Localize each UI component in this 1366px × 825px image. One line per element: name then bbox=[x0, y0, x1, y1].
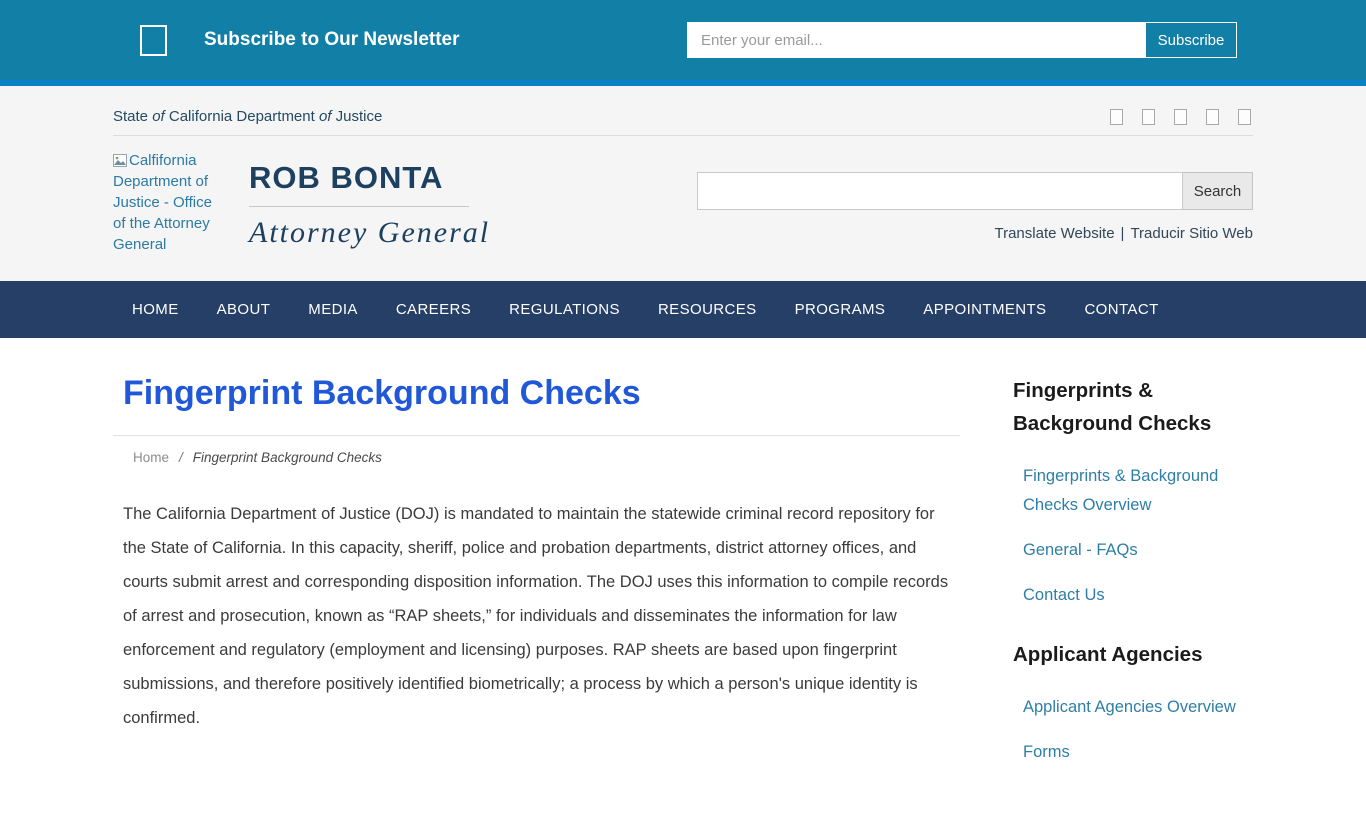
site-name-part: Justice bbox=[331, 108, 383, 125]
subscribe-button[interactable]: Subscribe bbox=[1145, 22, 1237, 58]
translate-website-link[interactable]: Translate Website bbox=[994, 225, 1115, 242]
brand-block bbox=[249, 150, 490, 255]
site-name-part: State bbox=[113, 108, 153, 125]
sidebar-links-fingerprints bbox=[1013, 462, 1253, 610]
nav-item-home[interactable]: HOME bbox=[132, 301, 179, 318]
translate-separator: | bbox=[1120, 225, 1125, 242]
social-icon-1[interactable] bbox=[1110, 109, 1123, 125]
nav-item-careers[interactable]: CAREERS bbox=[395, 301, 472, 318]
site-header bbox=[0, 86, 1366, 281]
sidebar-heading-fingerprints: Fingerprints & Background Checks bbox=[1013, 379, 1212, 435]
translate-links bbox=[697, 225, 1253, 242]
title-divider bbox=[113, 435, 960, 436]
brand-divider bbox=[249, 206, 469, 207]
nav-item-appointments[interactable]: APPOINTMENTS bbox=[923, 301, 1047, 318]
nav-item-media[interactable]: MEDIA bbox=[308, 301, 358, 318]
breadcrumb bbox=[113, 450, 960, 465]
breadcrumb-home-link[interactable]: Home bbox=[133, 450, 170, 465]
sidebar-heading-applicant-agencies: Applicant Agencies bbox=[1013, 643, 1203, 666]
intro-paragraph: The California Department of Justice (DOJ) is mandated to maintain the statewide criminal record repository for the State of California. In this capacity, sheriff, police and probation departments, district attorney offices, and courts submit arrest and corresponding disposition information. The DOJ uses this information to compile records of arrest and prosecution, known as “RAP sheets,” for individuals and disseminates the information for law enforcement and regulatory (employment and licensing) purposes. RAP sheets are based upon fingerprint submissions, and therefore positively identified biometrically; a process by which a person's unique identity is confirmed. bbox=[123, 505, 949, 727]
sidebar-link-contact-us[interactable]: Contact Us bbox=[1023, 586, 1105, 604]
site-name bbox=[113, 108, 382, 125]
sidebar bbox=[1013, 374, 1253, 795]
header-top-row bbox=[113, 102, 1253, 136]
newsletter-title: Subscribe to Our Newsletter bbox=[204, 29, 460, 50]
social-icon-5[interactable] bbox=[1238, 109, 1251, 125]
brand-title: Attorney General bbox=[249, 216, 491, 249]
social-icons-row bbox=[1110, 109, 1253, 125]
header-main-row bbox=[113, 136, 1253, 255]
newsletter-envelope-icon bbox=[140, 25, 167, 56]
nav-item-programs[interactable]: PROGRAMS bbox=[794, 301, 886, 318]
sidebar-link-general-faqs[interactable]: General - FAQs bbox=[1023, 541, 1138, 559]
page-title: Fingerprint Background Checks bbox=[123, 374, 641, 412]
newsletter-banner bbox=[0, 0, 1366, 86]
brand-name: ROB BONTA bbox=[249, 160, 444, 195]
sidebar-link-overview[interactable]: Fingerprints & Background Checks Overview bbox=[1023, 467, 1219, 514]
search-input[interactable] bbox=[697, 172, 1183, 210]
breadcrumb-separator: / bbox=[179, 450, 183, 465]
sidebar-links-applicant-agencies bbox=[1013, 693, 1253, 767]
site-name-of: of bbox=[318, 108, 332, 125]
breadcrumb-current: Fingerprint Background Checks bbox=[192, 450, 382, 465]
article bbox=[113, 374, 960, 795]
newsletter-form bbox=[687, 22, 1237, 58]
nav-item-about[interactable]: ABOUT bbox=[216, 301, 271, 318]
logo-alt-text: Calfifornia Department of Justice - Office of the Attorney General bbox=[113, 152, 212, 253]
main-content bbox=[113, 338, 1253, 825]
site-name-part: California Department bbox=[164, 108, 319, 125]
main-nav bbox=[0, 281, 1366, 338]
nav-item-resources[interactable]: RESOURCES bbox=[657, 301, 757, 318]
traducir-sitio-link[interactable]: Traducir Sitio Web bbox=[1130, 225, 1253, 242]
social-icon-4[interactable] bbox=[1206, 109, 1219, 125]
nav-item-regulations[interactable]: REGULATIONS bbox=[509, 301, 620, 318]
broken-image-icon bbox=[113, 154, 127, 167]
email-input[interactable] bbox=[687, 22, 1145, 58]
search-button[interactable]: Search bbox=[1183, 172, 1253, 210]
logo-link[interactable] bbox=[113, 150, 223, 255]
social-icon-3[interactable] bbox=[1174, 109, 1187, 125]
social-icon-2[interactable] bbox=[1142, 109, 1155, 125]
sidebar-link-forms[interactable]: Forms bbox=[1023, 743, 1070, 761]
header-search-area bbox=[697, 150, 1253, 255]
nav-item-contact[interactable]: CONTACT bbox=[1084, 301, 1159, 318]
sidebar-link-applicant-overview[interactable]: Applicant Agencies Overview bbox=[1023, 698, 1236, 716]
site-name-of: of bbox=[152, 108, 165, 125]
